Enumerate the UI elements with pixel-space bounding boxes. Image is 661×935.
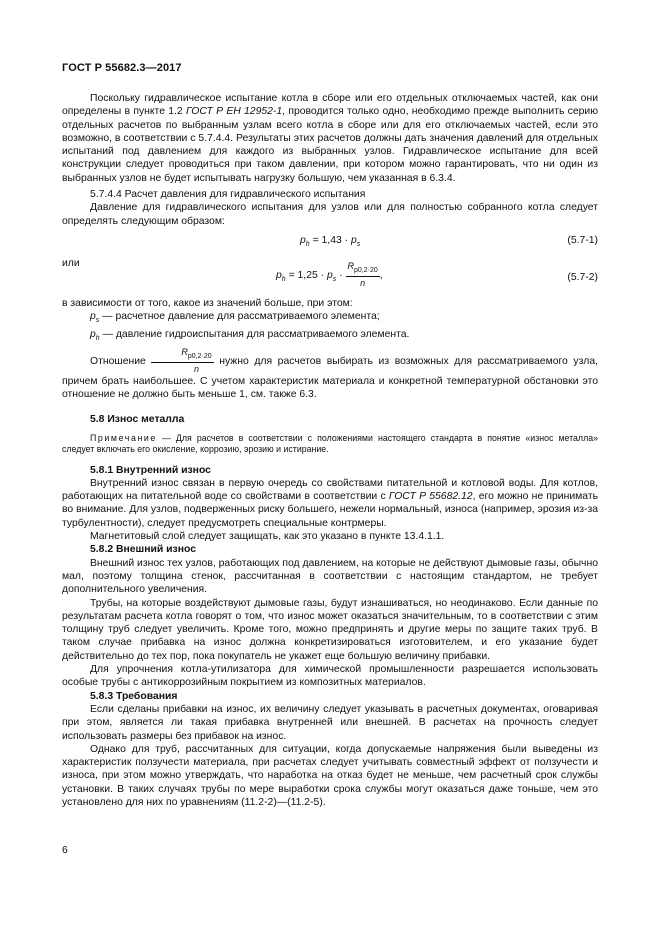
ratio-frac-den-var: n xyxy=(194,363,200,374)
definition-ps-text: — расчетное давление для рассматриваемого элемента; xyxy=(99,311,380,323)
document-body xyxy=(62,92,598,809)
definition-ph xyxy=(62,328,598,345)
formula-5-7-2-lhs: p xyxy=(276,269,282,281)
ratio-frac-den xyxy=(166,363,199,375)
section-5-8-3-heading: 5.8.3 Требования xyxy=(90,690,178,702)
formula-5-7-2-lhs-sub: h xyxy=(281,275,286,283)
intro-text-b: , проводится только одно, необходимо прежде выполнить серию отдельных расчетов по выбранным узлам всего котла в сборе или для его отключаемых частей, если это возможно, в соответствии с 5.7.4.4. Результаты этих расчетов должны дать значения давлений для отдельных испытаний под давлением для каждого из выбранных узлов. Гидравлическое испытание для всей конструкции следует проводиться при таком давлении, при котором можно гарантировать, что ни один из выбранных узлов не будет испытывать нагрузку большую, чем указанная в 6.3.4. xyxy=(62,106,598,184)
intro-standard-ref: ГОСТ Р ЕН 12952-1 xyxy=(185,106,283,118)
or-word: или xyxy=(62,257,80,269)
intro-paragraph xyxy=(62,92,598,185)
ratio-frac-num-sub: p0,2·20 xyxy=(187,352,212,360)
formula-5-7-2-var: p xyxy=(327,269,333,281)
definition-ps-sub: s xyxy=(95,317,100,325)
section-5744-text: Давление для гидравлического испытания для узлов или для полностью собранного котла следует определять следующим образом: xyxy=(62,202,598,227)
ratio-text-b: нужно для расчетов выбирать из возможных для рассматриваемого узла, причем брать наибольшее. С учетом характеристик материала и конкретной температурной обстановки это отношение не должно быть меньше 1, см. также 6.3. xyxy=(62,355,598,401)
formula-5-7-2-comma: , xyxy=(379,269,383,281)
ratio-paragraph xyxy=(62,347,598,402)
section-5-8-1-standard-ref: ГОСТ Р 55682.12 xyxy=(388,491,473,503)
formula-5-7-2-frac-den-var: n xyxy=(360,277,366,288)
section-5-8-note xyxy=(62,433,598,456)
section-5-8-1-paragraph-2: Магнетитовый слой следует защищать, как это указано в пункте 13.4.1.1. xyxy=(90,531,445,543)
formula-5-7-2-frac-num-var: R xyxy=(347,260,355,271)
section-5-8-3-paragraph-2: Однако для труб, рассчитанных для ситуации, когда допускаемые напряжения были выведены из характеристик ползучести материала, при расчетах следует учитывать совместный эффект от ползучести и износа, при этом можно утверждать, что наработка на отказ будет не меньше, чем расчетный срок службы установки. В таких случаях трубы по мере выработки срока службы могут оказаться даже тоньше, чем это установлено для них по уравнениям (11.2-2)—(11.2-5). xyxy=(62,743,598,808)
section-5-8-1-paragraph-1 xyxy=(62,477,598,530)
formula-5-7-2-frac-num xyxy=(346,261,380,277)
formula-5-7-2-rhs: = 1,25 · xyxy=(285,269,327,281)
section-5-8-2-paragraph-3: Для упрочнения котла-утилизатора для химической промышленности разрешается использовать особые трубы с антикоррозийным покрытием из композитных материалов. xyxy=(62,664,598,689)
ratio-frac-num xyxy=(151,347,213,363)
section-5-8-2-paragraph-2: Трубы, на которые воздействуют дымовые газы, будут изнашиваться, но неодинаково. Если данные по результатам расчета котла говорят о том, что износ может оказаться значительным, то в соответствии с этим толщину труб следует увеличить. Кроме того, можно предпринять и другие меры по защите таких труб. В таком случае прибавка на износ должна конкретизироваться изготовителем, и его указание будет действительно до тех пор, пока покупатель не укажет еще большую величину прибавки. xyxy=(62,597,598,662)
formula-5-7-1-lhs: p xyxy=(300,234,306,246)
standard-code-header: ГОСТ Р 55682.3—2017 xyxy=(62,62,182,74)
after-formula-text: в зависимости от того, какое из значений больше, при этом: xyxy=(62,297,353,309)
definitions-list xyxy=(62,310,598,345)
section-5744-heading: 5.7.4.4 Расчет давления для гидравлического испытания xyxy=(90,189,366,201)
section-5-8-1-text-b: , его можно не принимать во внимание. Для узлов, подверженных риску большего, нежели нормальный, износа (например, эрозия из-за турбулентности), следует предусмотреть специальные контрмеры. xyxy=(62,491,599,529)
formula-5-7-2-dot: · xyxy=(336,269,346,281)
formula-5-7-1 xyxy=(62,231,598,251)
formula-5-7-1-rhs: = 1,43 · xyxy=(309,234,351,246)
ratio-fraction xyxy=(151,347,213,375)
formula-5-7-2-expression xyxy=(276,261,383,289)
definition-ps xyxy=(62,310,598,327)
formula-5-7-2-frac-den xyxy=(360,277,365,289)
formula-5-7-2-frac-num-sub: p0,2·20 xyxy=(354,266,378,274)
section-5-8-heading: 5.8 Износ металла xyxy=(90,414,185,426)
ratio-frac-num-var: R xyxy=(181,346,188,357)
section-5-8-1-heading: 5.8.1 Внутренний износ xyxy=(90,464,211,476)
formula-5-7-2-number: (5.7-2) xyxy=(567,271,598,283)
definition-ph-text: — давление гидроиспытания для рассматриваемого элемента. xyxy=(99,328,410,340)
section-5-8-2-heading: 5.8.2 Внешний износ xyxy=(90,544,196,556)
page-number: 6 xyxy=(62,845,68,856)
formula-5-7-1-var-sub: s xyxy=(356,240,361,248)
formula-5-7-2 xyxy=(62,257,598,293)
formula-5-7-1-expression xyxy=(300,234,360,251)
formula-5-7-1-var: p xyxy=(351,234,357,246)
section-5-8-3-paragraph-1: Если сделаны прибавки на износ, их величину следует указывать в расчетных документах, оговаривая при этом, является ли такая прибавка внутренней или внешней. В расчетах на прочность следует использовать размеры без прибавок на износ. xyxy=(62,703,598,742)
section-5-8-2-paragraph-1: Внешний износ тех узлов, работающих под давлением, на которые не действуют дымовые газы, обычно мал, поэтому толщина стенок, рассчитанная в соответствии с настоящим стандартом, не требует дополнительного увеличения. xyxy=(62,557,598,596)
definition-ph-sub: h xyxy=(95,334,100,342)
ratio-text-a: Отношение xyxy=(90,355,152,367)
formula-5-7-1-number: (5.7-1) xyxy=(567,234,598,246)
definition-ph-symbol: p xyxy=(90,328,96,340)
note-text: — Для расчетов в соответствии с положениями настоящего стандарта в понятие «износ металла» следует включать его окисление, коррозию, эрозию и истирание. xyxy=(62,432,598,455)
formula-5-7-2-var-sub: s xyxy=(332,275,337,283)
note-label: Примечание xyxy=(90,432,157,443)
intro-text-a: Поскольку гидравлическое испытание котла в сборе или его отдельных отключаемых частей, как они определены в пункте 1.2 xyxy=(62,93,598,118)
formula-5-7-2-fraction xyxy=(346,261,380,289)
section-5-8-1-text-a: Внутренний износ связан в первую очередь со свойствами питательной и котловой воды. Для котлов, работающих на питательной воде со свойствами в соответствии с xyxy=(62,477,598,503)
definition-ps-symbol: p xyxy=(90,311,96,323)
formula-5-7-1-lhs-sub: h xyxy=(305,240,310,248)
